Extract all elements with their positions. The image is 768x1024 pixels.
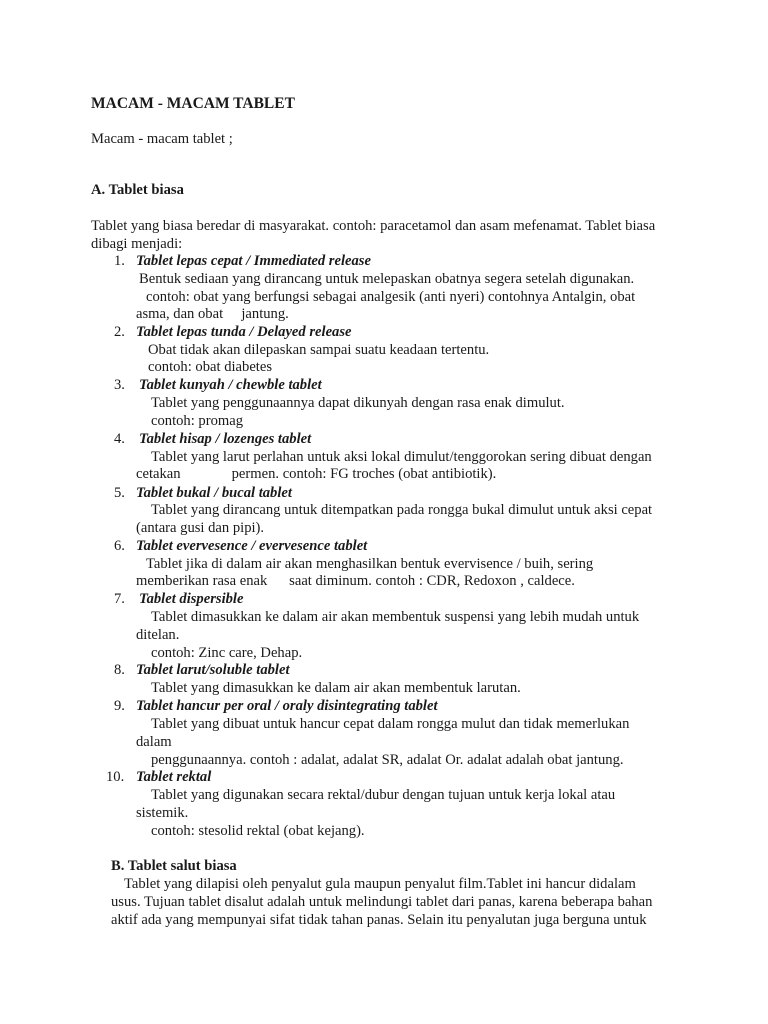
- list-item-number: 5.: [114, 485, 125, 501]
- section-b-text: Tablet yang dilapisi oleh penyalut gula maupun penyalut film.Tablet ini hancur didalam: [124, 876, 636, 892]
- list-item-text: asma, dan obat jantung.: [136, 306, 289, 322]
- list-item-text: (antara gusi dan pipi).: [136, 520, 265, 536]
- list-item-number: 10.: [106, 769, 125, 785]
- page-title: MACAM - MACAM TABLET: [91, 95, 295, 112]
- list-item-text: Tablet dimasukkan ke dalam air akan membentuk suspensi yang lebih mudah untuk: [151, 609, 640, 625]
- list-item-number: 6.: [114, 538, 125, 554]
- list-item-text: contoh: obat diabetes: [148, 359, 273, 375]
- list-item-number: 4.: [114, 431, 125, 447]
- list-item-text: cetakan permen. contoh: FG troches (obat antibiotik).: [136, 466, 497, 482]
- list-item-text: Tablet yang dimasukkan ke dalam air akan membentuk larutan.: [151, 680, 521, 696]
- section-a-intro: Tablet yang biasa beredar di masyarakat. contoh: paracetamol dan asam mefenamat. Tablet biasa: [91, 218, 656, 234]
- list-item-text: ditelan.: [136, 627, 180, 643]
- list-item-text: contoh: Zinc care, Dehap.: [151, 645, 303, 661]
- list-item-title: Tablet bukal / bucal tablet: [136, 485, 292, 501]
- list-item-number: 7.: [114, 591, 125, 607]
- list-item-number: 2.: [114, 324, 125, 340]
- list-item-text: sistemik.: [136, 805, 189, 821]
- list-item-title: Tablet hancur per oral / oraly disintegrating tablet: [136, 698, 438, 714]
- subtitle: Macam - macam tablet ;: [91, 131, 233, 147]
- list-item-title: Tablet lepas tunda / Delayed release: [136, 324, 352, 340]
- section-b-heading: B. Tablet salut biasa: [111, 858, 237, 874]
- list-item-title: Tablet rektal: [136, 769, 212, 785]
- section-a-intro: dibagi menjadi:: [91, 236, 183, 252]
- list-item-text: contoh: stesolid rektal (obat kejang).: [151, 823, 365, 839]
- list-item-text: Tablet yang digunakan secara rektal/dubur dengan tujuan untuk kerja lokal atau: [151, 787, 616, 803]
- list-item-title: Tablet kunyah / chewble tablet: [139, 377, 322, 393]
- list-item-text: contoh: obat yang berfungsi sebagai analgesik (anti nyeri) contohnya Antalgin, obat: [146, 289, 636, 305]
- list-item-text: Tablet yang dibuat untuk hancur cepat dalam rongga mulut dan tidak memerlukan: [151, 716, 630, 732]
- list-item-text: Tablet jika di dalam air akan menghasilkan bentuk evervisence / buih, sering: [146, 556, 594, 572]
- list-item-text: penggunaannya. contoh : adalat, adalat SR, adalat Or. adalat adalah obat jantung.: [151, 752, 624, 768]
- list-item-title: Tablet hisap / lozenges tablet: [139, 431, 312, 447]
- list-item-text: memberikan rasa enak saat diminum. contoh : CDR, Redoxon , caldece.: [136, 573, 575, 589]
- list-item-text: Tablet yang penggunaannya dapat dikunyah dengan rasa enak dimulut.: [151, 395, 565, 411]
- list-item-title: Tablet evervesence / evervesence tablet: [136, 538, 368, 554]
- list-item-number: 3.: [114, 377, 125, 393]
- list-item-title: Tablet dispersible: [139, 591, 244, 607]
- list-item-text: Obat tidak akan dilepaskan sampai suatu keadaan tertentu.: [148, 342, 490, 358]
- list-item-title: Tablet lepas cepat / Immediated release: [136, 253, 371, 269]
- section-a-heading: A. Tablet biasa: [91, 182, 184, 198]
- list-item-number: 1.: [114, 253, 125, 269]
- section-b-text: aktif ada yang mempunyai sifat tidak tahan panas. Selain itu penyalutan juga berguna untuk: [111, 912, 647, 928]
- list-item-text: Bentuk sediaan yang dirancang untuk melepaskan obatnya segera setelah digunakan.: [139, 271, 635, 287]
- list-item-text: Tablet yang dirancang untuk ditempatkan pada rongga bukal dimulut untuk aksi cepat: [151, 502, 653, 518]
- list-item-number: 9.: [114, 698, 125, 714]
- list-item-text: contoh: promag: [151, 413, 244, 429]
- section-b-text: usus. Tujuan tablet disalut adalah untuk melindungi tablet dari panas, karena beberapa bahan: [111, 894, 653, 910]
- list-item-text: dalam: [136, 734, 172, 750]
- list-item-title: Tablet larut/soluble tablet: [136, 662, 290, 678]
- list-item-number: 8.: [114, 662, 125, 678]
- list-item-text: Tablet yang larut perlahan untuk aksi lokal dimulut/tenggorokan sering dibuat dengan: [151, 449, 652, 465]
